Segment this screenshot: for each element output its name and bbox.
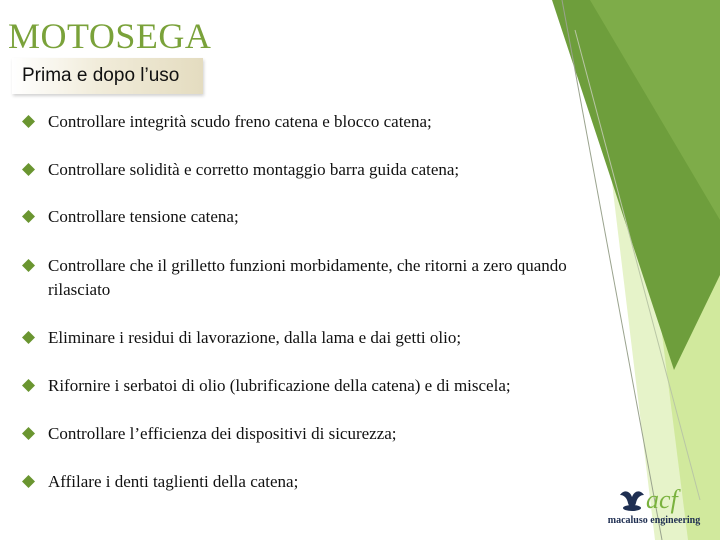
- bullet-item: [22, 374, 612, 398]
- bullet-item: [22, 470, 612, 494]
- bullet-item: [22, 158, 612, 182]
- bullet-text: Controllare che il grilletto funzioni morbidamente, che ritorni a zero quando rilasciato: [48, 256, 567, 299]
- bullet-item: [22, 326, 612, 350]
- bullet-item: [22, 110, 612, 134]
- diamond-bullet-icon: [22, 110, 48, 134]
- diamond-bullet-icon: [22, 422, 48, 446]
- diamond-bullet-icon: [22, 326, 48, 350]
- diamond-bullet-icon: [22, 374, 48, 398]
- diamond-bullet-icon: [22, 470, 48, 494]
- logo-caption: macaluso engineering: [607, 515, 701, 526]
- company-logo: [598, 486, 710, 530]
- bullet-text: Controllare l’efficienza dei dispositivi di sicurezza;: [48, 424, 397, 443]
- subtitle-text: Prima e dopo l’uso: [22, 65, 180, 86]
- bullet-text: Rifornire i serbatoi di olio (lubrificazione della catena) e di miscela;: [48, 376, 511, 395]
- bullet-item: [22, 254, 612, 302]
- bullet-text: Controllare integrità scudo freno catena e blocco catena;: [48, 112, 432, 131]
- logo-acf-text: acf: [646, 485, 678, 514]
- bullet-text: Eliminare i residui di lavorazione, dalla lama e dai getti olio;: [48, 328, 462, 347]
- diamond-bullet-icon: [22, 254, 48, 302]
- bullet-text: Controllare tensione catena;: [48, 207, 239, 226]
- slide-title: MOTOSEGA: [8, 16, 212, 56]
- bullet-text: Affilare i denti taglienti della catena;: [48, 472, 299, 491]
- diamond-bullet-icon: [22, 205, 48, 229]
- bullet-item: [22, 422, 612, 446]
- bird-logo-icon: [618, 487, 646, 513]
- bullet-item: [22, 205, 612, 229]
- bullet-text: Controllare solidità e corretto montaggio barra guida catena;: [48, 160, 460, 179]
- subtitle-box: [12, 58, 203, 94]
- diamond-bullet-icon: [22, 158, 48, 182]
